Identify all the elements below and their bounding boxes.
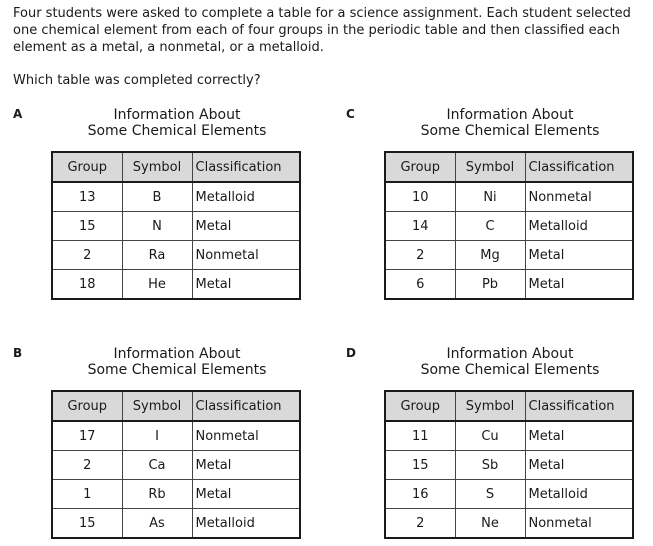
symbol-cell: B [122, 182, 192, 212]
table-row [52, 509, 300, 539]
question-text: Four students were asked to complete a table for a science assignment. Each student selected one chemical element from each of four groups in the periodic table and then classified each element as a metal, a nonmetal, or a metalloid. [13, 6, 631, 55]
classification-cell: Metal [192, 270, 300, 300]
classification-cell: Metal [192, 212, 300, 241]
group-cell: 15 [385, 451, 455, 480]
group-cell: 17 [52, 421, 122, 451]
caption-line-2: Some Chemical Elements [87, 123, 267, 139]
caption-line-1: Information About [446, 107, 574, 123]
classification-header: Classification [525, 152, 633, 182]
choice-a[interactable] [13, 107, 313, 307]
header-row [52, 152, 300, 182]
choice-letter: B [13, 346, 23, 360]
elements-table [384, 151, 634, 300]
symbol-cell: Sb [455, 451, 525, 480]
caption-line-1: Information About [113, 107, 241, 123]
elements-table [51, 390, 301, 539]
group-header: Group [385, 391, 455, 421]
symbol-header: Symbol [122, 391, 192, 421]
classification-cell: Metal [192, 480, 300, 509]
symbol-cell: Pb [455, 270, 525, 300]
table-row [52, 241, 300, 270]
table-caption [51, 346, 303, 378]
symbol-cell: C [455, 212, 525, 241]
classification-cell: Nonmetal [525, 182, 633, 212]
caption-line-2: Some Chemical Elements [420, 123, 600, 139]
table-row [385, 241, 633, 270]
symbol-cell: Ra [122, 241, 192, 270]
choice-letter: C [346, 107, 355, 121]
symbol-cell: S [455, 480, 525, 509]
header-row [385, 391, 633, 421]
group-cell: 13 [52, 182, 122, 212]
group-cell: 2 [52, 241, 122, 270]
classification-cell: Metalloid [525, 480, 633, 509]
elements-table [384, 390, 634, 539]
symbol-cell: I [122, 421, 192, 451]
symbol-cell: He [122, 270, 192, 300]
group-cell: 2 [385, 509, 455, 539]
symbol-cell: Rb [122, 480, 192, 509]
group-cell: 15 [52, 212, 122, 241]
caption-line-1: Information About [446, 346, 574, 362]
table-row [385, 480, 633, 509]
classification-cell: Metal [525, 241, 633, 270]
group-cell: 14 [385, 212, 455, 241]
group-cell: 1 [52, 480, 122, 509]
symbol-header: Symbol [122, 152, 192, 182]
classification-cell: Nonmetal [525, 509, 633, 539]
choice-b[interactable] [13, 346, 313, 546]
symbol-cell: Ca [122, 451, 192, 480]
question-prompt: Which table was completed correctly? [13, 73, 261, 88]
group-cell: 16 [385, 480, 455, 509]
choice-d[interactable] [346, 346, 646, 546]
classification-cell: Metal [525, 421, 633, 451]
elements-table [51, 151, 301, 300]
table-row [52, 182, 300, 212]
table-row [385, 270, 633, 300]
classification-cell: Metal [525, 270, 633, 300]
classification-cell: Metalloid [525, 212, 633, 241]
group-cell: 11 [385, 421, 455, 451]
group-cell: 18 [52, 270, 122, 300]
table-row [385, 212, 633, 241]
header-row [385, 152, 633, 182]
table-row [385, 182, 633, 212]
table-row [52, 480, 300, 509]
symbol-cell: Cu [455, 421, 525, 451]
symbol-cell: Ni [455, 182, 525, 212]
symbol-header: Symbol [455, 152, 525, 182]
classification-header: Classification [192, 391, 300, 421]
classification-header: Classification [192, 152, 300, 182]
classification-cell: Metal [525, 451, 633, 480]
group-cell: 15 [52, 509, 122, 539]
table-caption [51, 107, 303, 139]
symbol-cell: As [122, 509, 192, 539]
group-header: Group [52, 152, 122, 182]
table-row [52, 270, 300, 300]
table-row [385, 451, 633, 480]
group-cell: 2 [52, 451, 122, 480]
classification-cell: Metalloid [192, 509, 300, 539]
classification-cell: Nonmetal [192, 421, 300, 451]
classification-cell: Metalloid [192, 182, 300, 212]
symbol-header: Symbol [455, 391, 525, 421]
group-cell: 6 [385, 270, 455, 300]
group-cell: 10 [385, 182, 455, 212]
classification-cell: Metal [192, 451, 300, 480]
choice-letter: D [346, 346, 356, 360]
group-header: Group [385, 152, 455, 182]
header-row [52, 391, 300, 421]
table-row [52, 421, 300, 451]
classification-cell: Nonmetal [192, 241, 300, 270]
caption-line-1: Information About [113, 346, 241, 362]
table-caption [384, 107, 636, 139]
table-row [385, 421, 633, 451]
classification-header: Classification [525, 391, 633, 421]
symbol-cell: Ne [455, 509, 525, 539]
group-cell: 2 [385, 241, 455, 270]
caption-line-2: Some Chemical Elements [420, 362, 600, 378]
choice-c[interactable] [346, 107, 646, 307]
table-row [52, 212, 300, 241]
group-header: Group [52, 391, 122, 421]
choice-letter: A [13, 107, 23, 121]
table-row [52, 451, 300, 480]
symbol-cell: N [122, 212, 192, 241]
table-caption [384, 346, 636, 378]
symbol-cell: Mg [455, 241, 525, 270]
table-row [385, 509, 633, 539]
caption-line-2: Some Chemical Elements [87, 362, 267, 378]
